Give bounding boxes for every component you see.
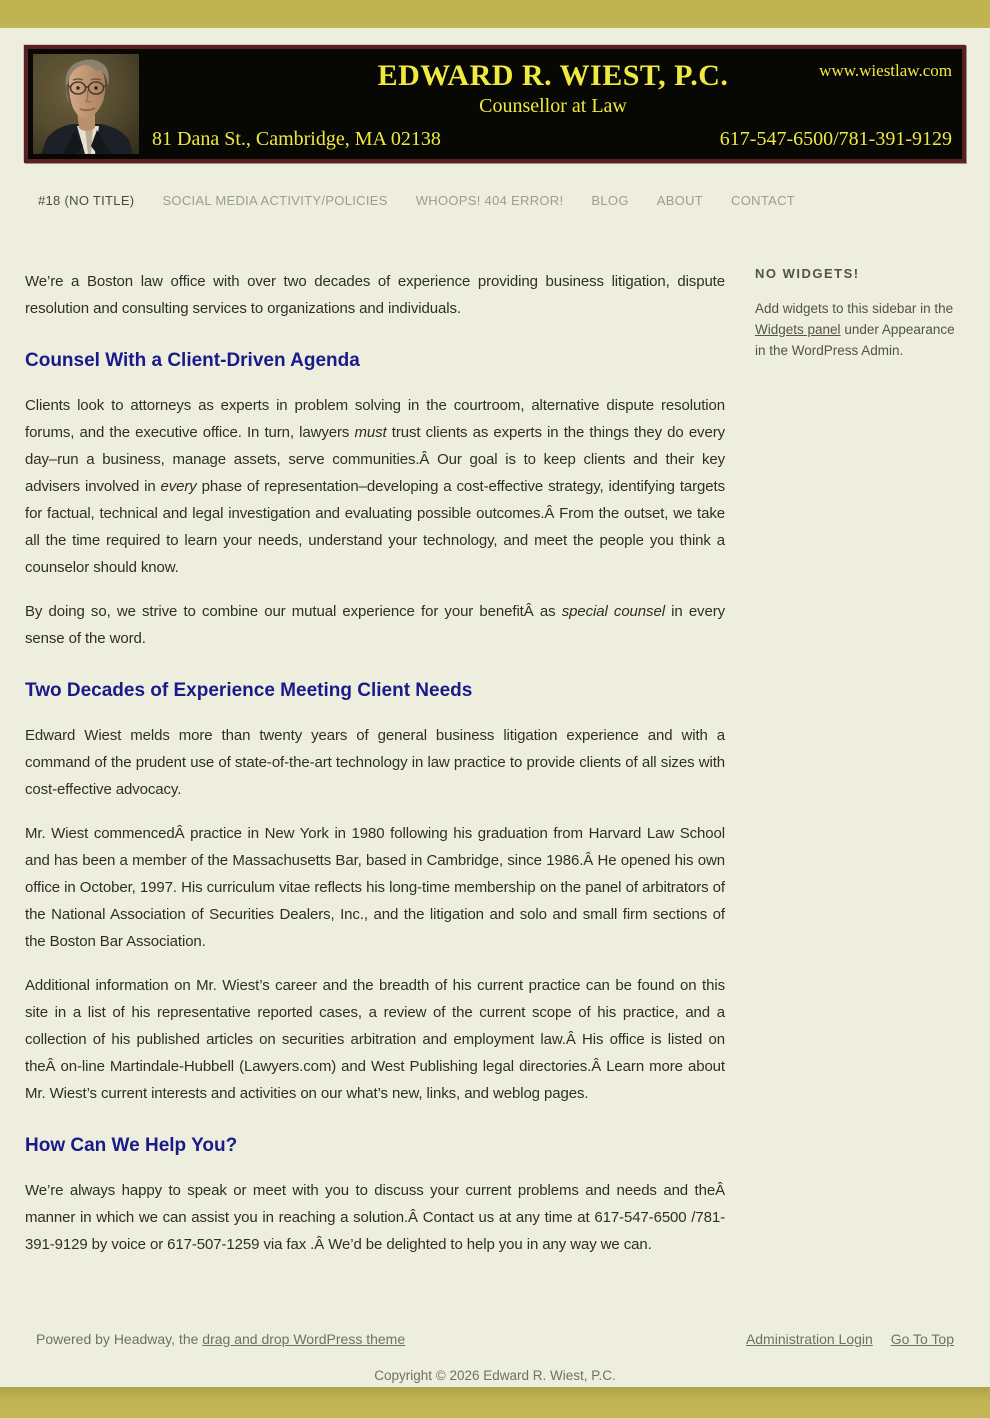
firm-tagline: Counsellor at Law xyxy=(479,95,627,117)
nav-item[interactable]: WHOOPS! 404 ERROR! xyxy=(415,193,564,208)
paragraph: Mr. Wiest commencedÂ practice in New York in 1980 following his graduation from Harvard Law School and has been a member of the Massachusetts Bar, based in Cambridge, since 1986.Â He opened his own office in October, 1997. His curriculum vitae reflects his long-time membership on the panel of arbitrators of the National Association of Securities Dealers, Inc., and the litigation and solo and small firm sections of the Boston Bar Association. xyxy=(25,825,725,950)
paragraph: We’re a Boston law office with over two decades of experience providing business litigation, dispute resolution and consulting services to organizations and individuals. xyxy=(25,273,725,317)
paragraph: Additional information on Mr. Wiest’s career and the breadth of his current practice can be found on this site in a list of his representative reported cases, a review of the current scope of his practice, and a collection of his published articles on securities arbitration and employment law.Â His office is listed on theÂ on-line Martindale-Hubbell (Lawyers.com) and West Publishing legal directories.Â Learn more about Mr. Wiest’s current interests and activities on our what’s new, links, and weblog pages. xyxy=(25,977,725,1102)
nav-item[interactable]: BLOG xyxy=(591,193,629,208)
footer xyxy=(36,1331,954,1347)
paragraph: By doing so, we strive to combine our mutual experience for your benefitÂ as special counsel in every sense of the word. xyxy=(25,603,725,647)
main-nav xyxy=(38,193,990,208)
nav-item[interactable]: #18 (NO TITLE) xyxy=(38,193,135,208)
nav-item[interactable]: SOCIAL MEDIA ACTIVITY/POLICIES xyxy=(162,193,388,208)
top-gold-band xyxy=(0,0,990,28)
portrait-image xyxy=(33,54,139,154)
paragraph: Clients look to attorneys as experts in problem solving in the courtroom, alternative dispute resolution forums, and the executive office. In turn, lawyers must trust clients as experts in the things they do every day–run a business, manage assets, serve communities.Â Our goal is to keep clients and their key advisers involved in every phase of representation–developing a cost-effective strategy, identifying targets for factual, technical and legal investigation and evaluating possible outcomes.Â From the outset, we take all the time required to learn your needs, understand your technology, and meet the people you think a counselor should know. xyxy=(25,397,725,576)
sidebar-title: NO WIDGETS! xyxy=(755,266,860,281)
header-banner xyxy=(24,45,966,163)
paragraph: Edward Wiest melds more than twenty years of general business litigation experience and with a command of the prudent use of state-of-the-art technology in law practice to provide clients of all sizes with cost-effective advocacy. xyxy=(25,727,725,798)
website-link[interactable]: www.wiestlaw.com xyxy=(819,61,952,80)
sidebar-message xyxy=(755,298,960,361)
attorney-photo xyxy=(28,49,144,159)
nav-item[interactable]: ABOUT xyxy=(656,193,704,208)
administration-login-link[interactable]: Administration Login xyxy=(745,1331,873,1347)
widgets-panel-link[interactable]: Widgets panel xyxy=(755,322,841,337)
paragraph: We’re always happy to speak or meet with you to discuss your current problems and needs and theÂ manner in which we can assist you in reaching a solution.Â Contact us at any time at 617-547-6500 /781-391-9129 by voice or 617-507-1259 via fax .Â We’d be delighted to help you in any way we can. xyxy=(25,1182,725,1253)
firm-name: EDWARD R. WIEST, P.C. xyxy=(377,59,729,92)
sidebar xyxy=(755,266,960,361)
article-content xyxy=(25,266,725,1275)
footer-links xyxy=(732,1331,954,1347)
section-heading: Counsel With a Client-Driven Agenda xyxy=(25,350,360,371)
nav-item[interactable]: CONTACT xyxy=(731,193,795,208)
sidebar-text-after: under Appearance in the WordPress Admin. xyxy=(755,322,955,358)
copyright-notice: Copyright © 2026 Edward R. Wiest, P.C. xyxy=(374,1368,616,1383)
banner-text-area xyxy=(144,49,962,159)
section-heading: How Can We Help You? xyxy=(25,1135,238,1156)
sidebar-text-before: Add widgets to this sidebar in the xyxy=(755,301,954,316)
powered-by-text: Powered by Headway, the xyxy=(36,1331,203,1347)
firm-address: 81 Dana St., Cambridge, MA 02138 xyxy=(152,128,441,150)
firm-phones: 617-547-6500/781-391-9129 xyxy=(719,128,952,150)
theme-link[interactable]: drag and drop WordPress theme xyxy=(202,1331,406,1347)
section-heading: Two Decades of Experience Meeting Client Needs xyxy=(25,680,473,701)
bottom-gold-band xyxy=(0,1387,990,1418)
main-row xyxy=(25,266,960,1275)
go-to-top-link[interactable]: Go To Top xyxy=(890,1331,954,1347)
powered-by xyxy=(36,1331,405,1347)
